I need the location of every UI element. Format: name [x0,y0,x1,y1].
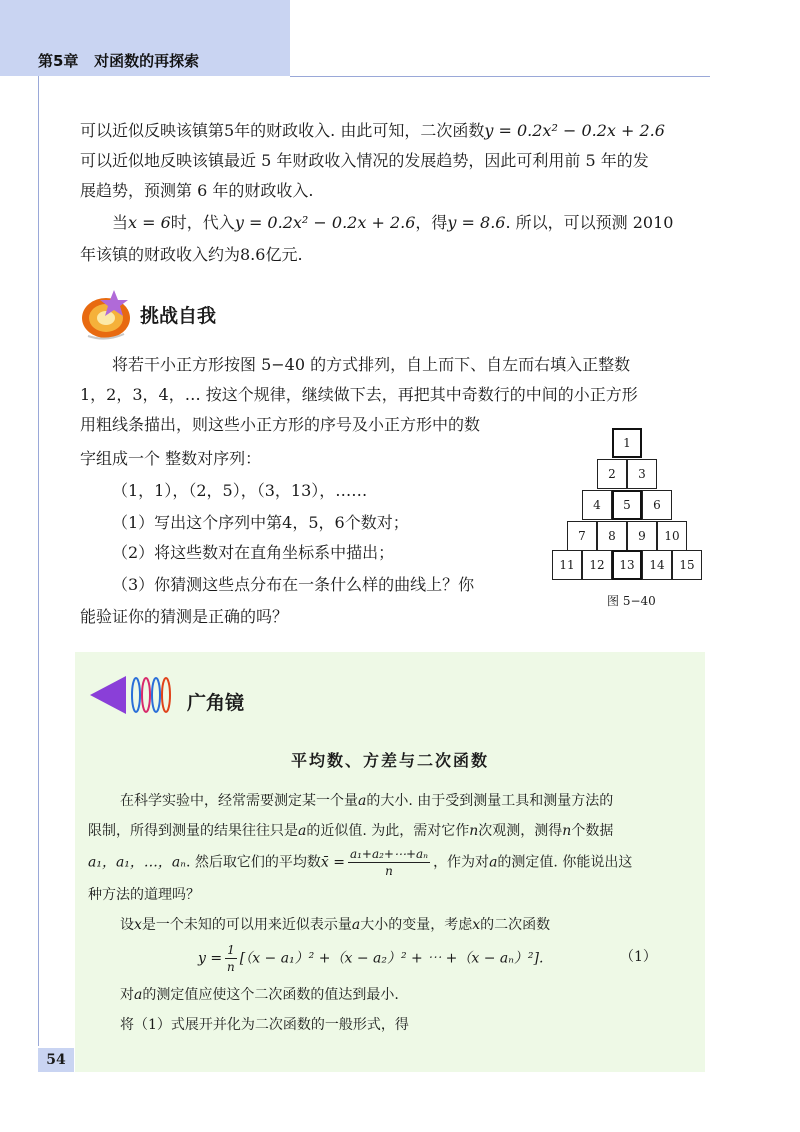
article-line-7: 将（1）式展开并化为二次函数的一般形式，得 [120,1017,409,1033]
pyramid-square: 11 [552,550,582,580]
challenge-line-9: 能验证你的猜测是正确的吗？ [80,607,289,626]
challenge-line-4: 字组成一个 整数对序列： [80,449,262,468]
body-line-2: 可以近似地反映该镇最近 5 年财政收入情况的发展趋势，因此可利用前 5 年的发 [80,151,649,170]
pyramid-square: 10 [657,521,687,551]
pyramid-square: 3 [627,459,657,489]
challenge-line-3: 用粗线条描出，则这些小正方形的序号及小正方形中的数 [80,415,481,434]
challenge-line-8: （3）你猜测这些点分布在一条什么样的曲线上？你 [112,575,475,594]
body-line-3: 展趋势，预测第 6 年的财政收入. [80,181,314,200]
pyramid-square: 13 [612,550,642,580]
quadratic-equation: y = $\frac{1}{n}$ [（x − a₁）² +（x − a₂）² + ⋯ +（x − aₙ）²]. [198,943,544,974]
header-rule [290,76,710,77]
one-over-n-fraction: $\frac{1}{n}$ [227,943,235,974]
pyramid-square: 7 [567,521,597,551]
body-line-4: 当x = 6时，代入y = 0.2x² − 0.2x + 2.6，得y = 8.6. 所以，可以预测 2010 [112,213,674,232]
pyramid-square: 8 [597,521,627,551]
body-line-5: 年该镇的财政收入约为8.6亿元. [80,245,303,264]
article-line-4: 种方法的道理吗？ [88,887,200,903]
pyramid-square: 4 [582,490,612,520]
pyramid-square: 1 [612,428,642,458]
challenge-disc-icon [78,284,134,342]
square-pyramid-figure [552,428,704,580]
challenge-line-1: 将若干小正方形按图 5−40 的方式排列，自上而下、自左而右填入正整数 [112,355,631,374]
figure-caption: 图 5−40 [607,594,656,608]
pyramid-square: 9 [627,521,657,551]
pyramid-square: 5 [612,490,642,520]
challenge-title: 挑战自我 [140,305,217,327]
equation-tag: （1） [620,949,657,965]
article-title: 平均数、方差与二次函数 [290,751,489,770]
page-number: 54 [38,1048,74,1072]
body-line-1: 可以近似反映该镇第5年的财政收入. 由此可知，二次函数y = 0.2x² − 0.2x + 2.6 [80,121,665,140]
article-line-3: a₁，a₁，…，aₙ. 然后取它们的平均数x̄ = $\frac{\text{a₁+a₂+⋯+aₙ}}{n}$ ，作为对a的测定值. 你能说出这 [88,847,633,878]
mean-fraction: $\frac{\text{a₁+a₂+⋯+aₙ}}{n}$ [349,847,429,878]
challenge-line-5: （1，1），（2，5），（3，13），…… [112,481,368,500]
challenge-line-7: （2）将这些数对在直角坐标系中描出； [112,543,395,562]
wide-angle-title: 广角镜 [187,692,245,714]
article-line-5: 设x是一个未知的可以用来近似表示量a大小的变量，考虑x的二次函数 [120,917,551,933]
article-line-1: 在科学实验中，经常需要测定某一个量a的大小. 由于受到测量工具和测量方法的 [120,793,614,809]
left-margin-rule [38,76,39,1046]
article-line-6: 对a的测定值应使这个二次函数的值达到最小. [120,987,399,1003]
pyramid-square: 2 [597,459,627,489]
article-line-2: 限制，所得到测量的结果往往只是a的近似值. 为此，需对它作n次观测，测得n个数据 [88,823,614,839]
pyramid-square: 14 [642,550,672,580]
pyramid-square: 12 [582,550,612,580]
challenge-line-2: 1，2，3，4，… 按这个规律，继续做下去，再把其中奇数行的中间的小正方形 [80,385,638,404]
pyramid-square: 15 [672,550,702,580]
wide-angle-lens-icon [88,672,183,718]
challenge-line-6: （1）写出这个序列中第4，5，6个数对； [112,513,409,532]
chapter-title: 第5章 对函数的再探索 [38,52,200,70]
pyramid-square: 6 [642,490,672,520]
